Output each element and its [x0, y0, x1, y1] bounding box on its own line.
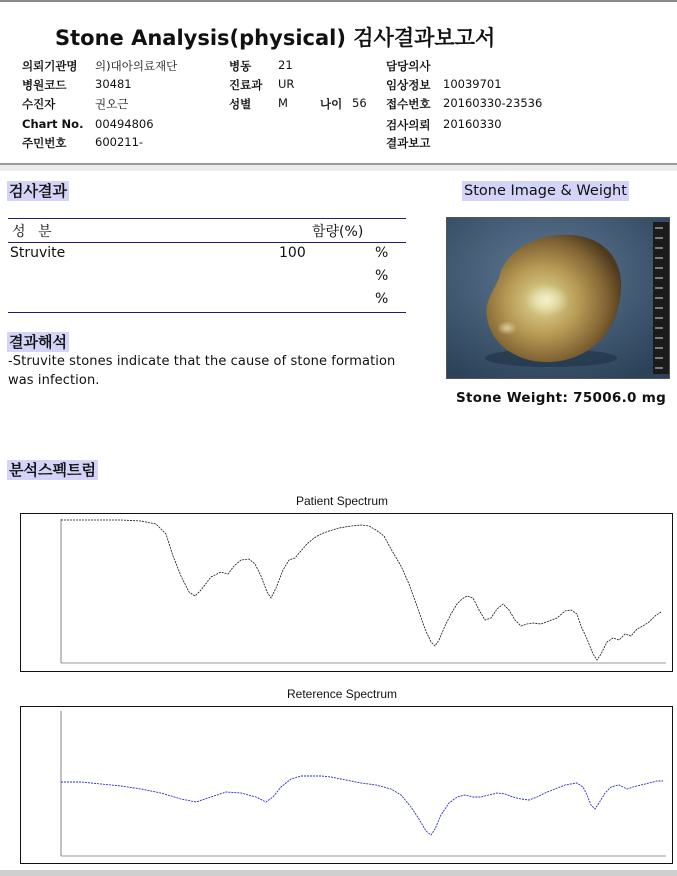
- patient-spectrum-plot: [20, 513, 673, 672]
- field-label: 병동: [229, 59, 252, 73]
- table-bottom-rule: [8, 312, 406, 313]
- stone-weight-label: Stone Weight:: [456, 390, 569, 406]
- bottom-rule: [0, 870, 677, 876]
- reference-spectrum-plot: [20, 706, 673, 864]
- stone-section-title: Stone Image & Weight: [464, 183, 627, 199]
- field-label: 결과보고: [386, 136, 431, 150]
- field-label: 검사의뢰: [386, 118, 431, 132]
- field-label: 성별: [229, 97, 252, 111]
- result-unit: %: [375, 245, 389, 261]
- field-value: 10039701: [443, 77, 502, 91]
- interpretation-text: -Struvite stones indicate that the cause of stone formation was infection.: [8, 354, 396, 388]
- result-unit: %: [375, 268, 389, 284]
- field-label: 의뢰기관명: [22, 59, 78, 73]
- top-rule: [0, 0, 677, 2]
- field-label: 담당의사: [386, 59, 431, 73]
- stone-photo-graphic: [447, 218, 669, 378]
- result-unit: %: [375, 291, 389, 307]
- field-value: 30481: [95, 77, 132, 91]
- report-title: Stone Analysis(physical) 검사결과보고서: [55, 26, 496, 50]
- reference-spectrum-title: Reterence Spectrum: [287, 687, 398, 701]
- patient-spectrum-graphic: [21, 514, 672, 671]
- field-label: 임상정보: [386, 78, 431, 92]
- component-header: 성 분: [12, 224, 56, 240]
- field-label: 병원코드: [22, 78, 67, 92]
- field-label: 진료과: [229, 78, 263, 92]
- field-value: UR: [278, 77, 295, 91]
- interpretation-section-title: 결과해석: [9, 333, 67, 351]
- field-label: Chart No.: [22, 117, 84, 131]
- field-value: 56: [352, 96, 367, 110]
- results-section-title: 검사결과: [9, 182, 67, 200]
- patient-spectrum-trace: [61, 520, 661, 660]
- table-header-rule: [8, 242, 406, 243]
- field-value: 20160330: [443, 117, 502, 131]
- field-value: 21: [278, 58, 293, 72]
- field-value: 20160330-23536: [443, 96, 543, 110]
- reference-spectrum-trace: [61, 776, 663, 835]
- field-value: 600211-: [95, 135, 144, 149]
- field-label: 주민번호: [22, 136, 67, 150]
- stone-weight-value: 75006.0 mg: [573, 390, 667, 406]
- header-band: [0, 165, 677, 171]
- field-value: 00494806: [95, 117, 154, 131]
- table-top-rule: [8, 218, 406, 219]
- stone-weight: [456, 390, 666, 406]
- field-value: 의)대아의료재단: [95, 59, 178, 73]
- result-component: Struvite: [10, 245, 66, 261]
- stone-photo: [446, 217, 670, 379]
- field-value: 권오근: [95, 97, 129, 111]
- content-header: 함량(%): [312, 224, 364, 240]
- field-label: 나이: [320, 97, 343, 111]
- spectrum-section-title: 분석스펙트럼: [9, 461, 96, 479]
- result-value: 100: [279, 245, 306, 261]
- patient-spectrum-title: Patient Spectrum: [296, 494, 389, 508]
- field-label: 접수번호: [386, 97, 431, 111]
- field-value: M: [278, 96, 288, 110]
- field-label: 수진자: [22, 97, 56, 111]
- reference-spectrum-graphic: [21, 707, 672, 863]
